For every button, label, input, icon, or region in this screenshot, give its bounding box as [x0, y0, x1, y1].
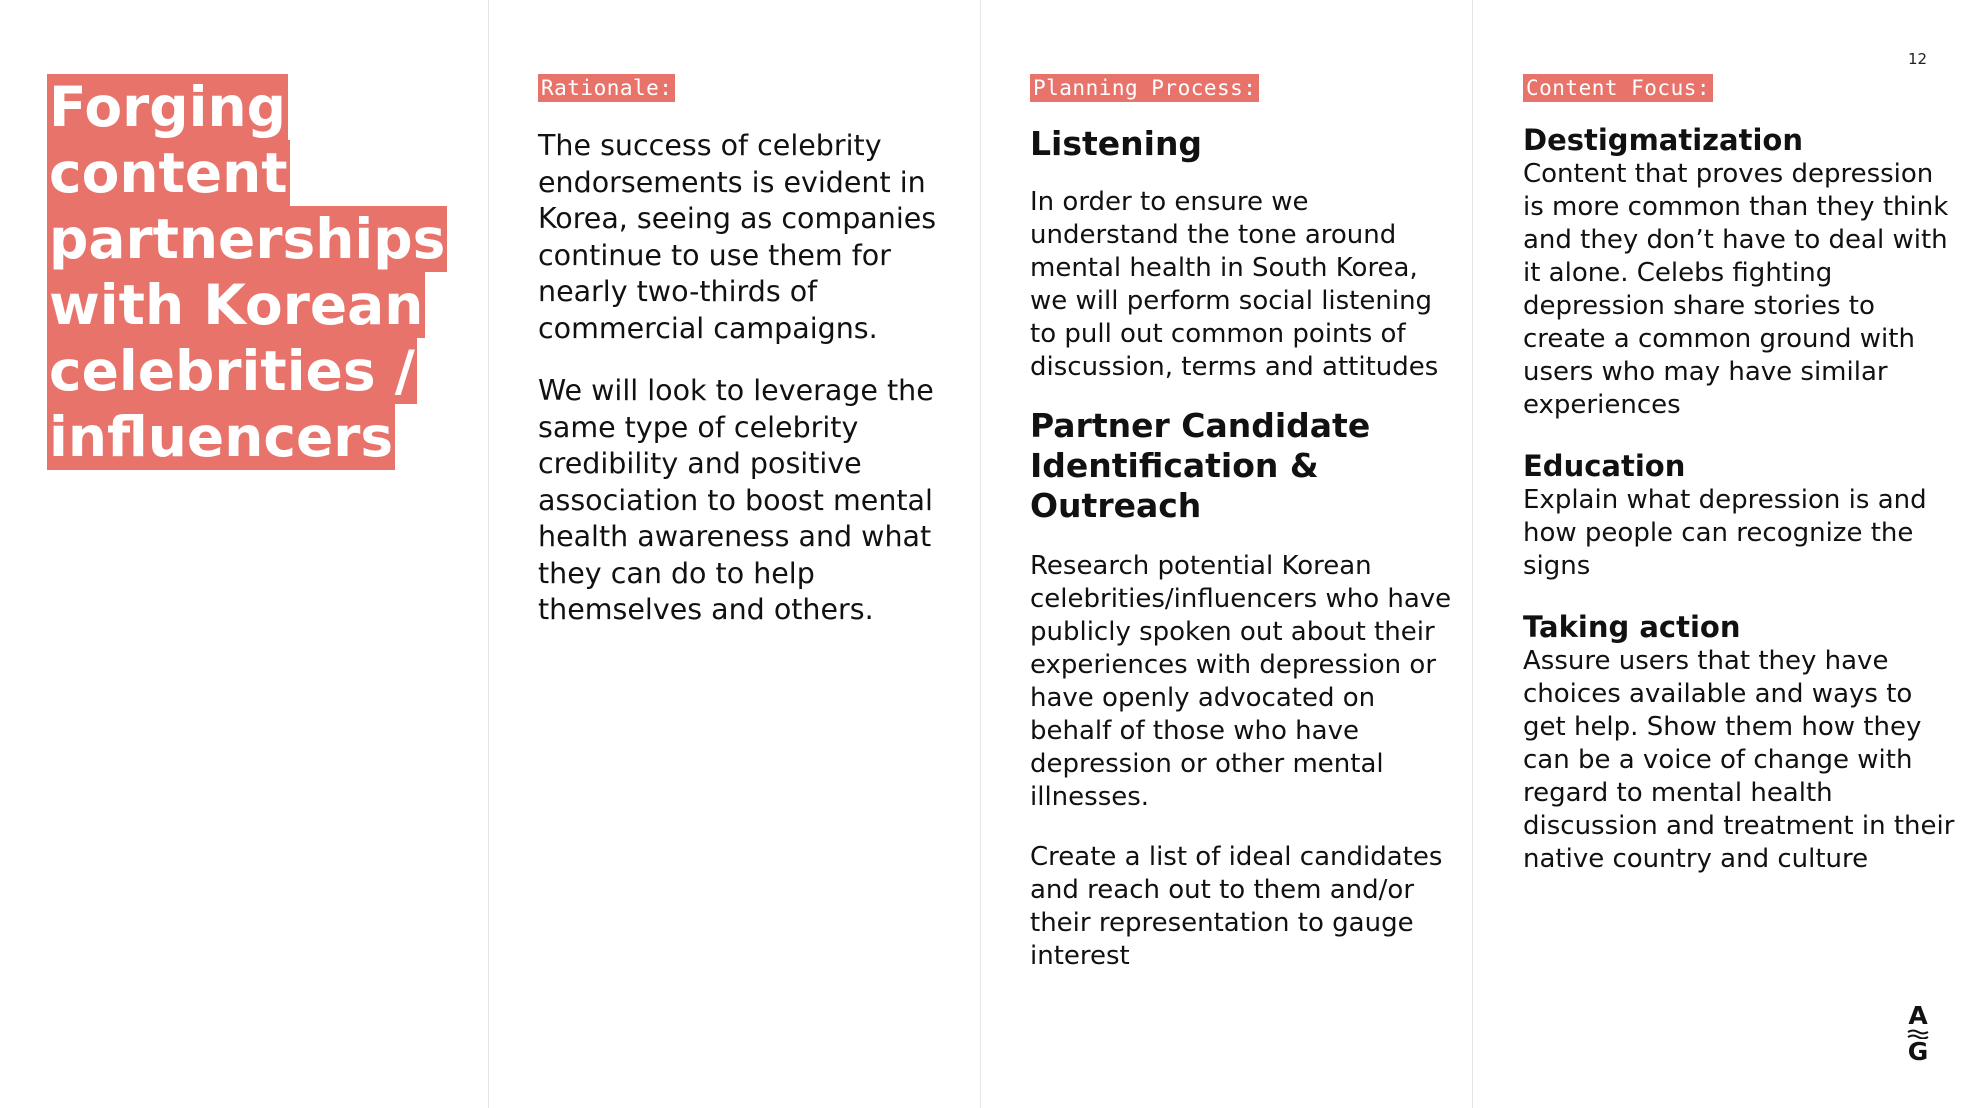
planning-column [1030, 74, 1460, 973]
research-text: Research potential Korean celebrities/influencers who have publicly spoken out about their experiences with depression or have openly advocated on behalf of those who have depression or other mental illnesses. [1030, 551, 1452, 812]
page-number: 12 [1908, 50, 1928, 68]
rationale-paragraph-2: We will look to leverage the same type of celebrity credibility and positive association to boost mental health awareness and what they can do to help themselves and others. [538, 374, 934, 626]
logo-letter-bottom: G [1907, 1037, 1929, 1066]
page-title [47, 74, 467, 470]
content-focus-column [1523, 74, 1955, 876]
destigmatization-text: Content that proves depression is more common than they think and they don’t have to deal with it alone. Celebs fighting depression share stories to create a common ground with users who may have similar experiences [1523, 159, 1949, 420]
taking-action-text: Assure users that they have choices available and ways to get help. Show them how they can be a voice of change with regard to mental health discussion and treatment in their native country and culture [1523, 646, 1955, 874]
rationale-paragraph-1: The success of celebrity endorsements is evident in Korea, seeing as companies continue to use them for nearly two-thirds of commercial campaigns. [538, 129, 937, 345]
planning-tag: Planning Process: [1030, 74, 1259, 102]
column-divider [1472, 0, 1473, 1108]
title-line: content [49, 141, 288, 205]
title-line: influencers [49, 405, 394, 469]
title-line: partnerships [49, 207, 446, 271]
education-heading: Education [1523, 449, 1686, 483]
listening-text: In order to ensure we understand the tone around mental health in South Korea, we will perform social listening to pull out common points of discussion, terms and attitudes [1030, 187, 1439, 382]
title-line: celebrities / [49, 339, 415, 403]
listening-heading: Listening [1030, 124, 1203, 163]
brand-logo [1904, 1001, 1932, 1066]
taking-action-heading: Taking action [1523, 610, 1741, 644]
title-line: Forging [49, 75, 286, 139]
partner-heading: Partner Candidate Identification & Outreach [1030, 406, 1371, 525]
education-text: Explain what depression is and how people can recognize the signs [1523, 485, 1927, 581]
title-line: with Korean [49, 273, 424, 337]
destigmatization-heading: Destigmatization [1523, 123, 1803, 157]
candidates-text: Create a list of ideal candidates and reach out to them and/or their representation to gauge interest [1030, 842, 1443, 971]
rationale-column [538, 74, 968, 629]
logo-letter-top: A [1908, 1001, 1928, 1030]
column-divider [488, 0, 489, 1108]
content-focus-tag: Content Focus: [1523, 74, 1713, 102]
column-divider [980, 0, 981, 1108]
rationale-tag: Rationale: [538, 74, 675, 102]
